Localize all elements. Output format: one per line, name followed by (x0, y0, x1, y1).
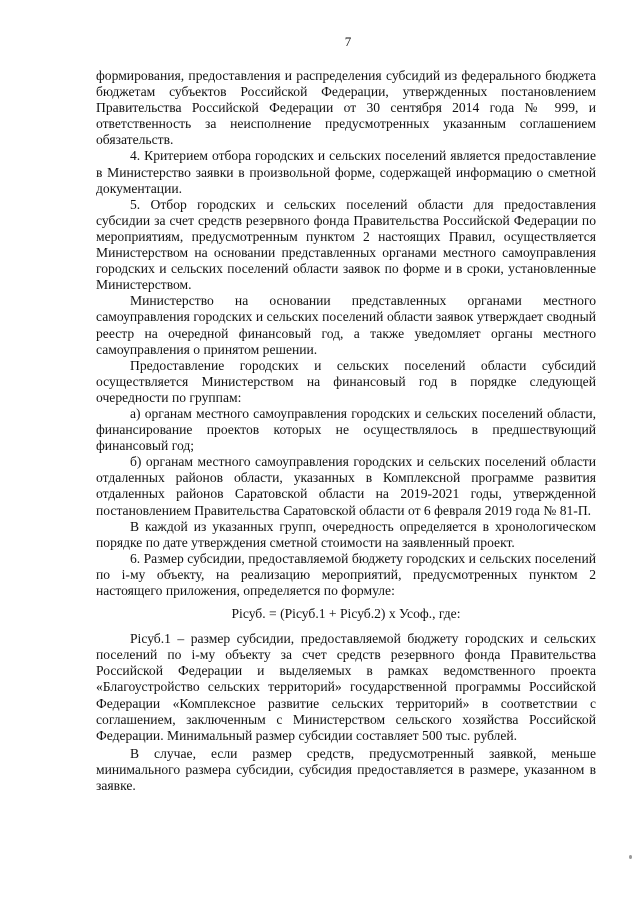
document-body (96, 68, 596, 794)
paragraph-priority-groups: Предоставление городских и сельских поселений области субсидий осуществляется Министерством на финансовый год в порядке следующей очередности по группам: (96, 357, 596, 405)
paragraph-continuation: формирования, предоставления и распределения субсидий из федерального бюджета бюджетам субъектов Российской Федерации, утвержденных постановлением Правительства Российской Федерации от 30 сентября 2014 года № 999, и ответственность за неисполнение предусмотренных указанным соглашением обязательств. (96, 68, 596, 148)
scan-speck (629, 855, 632, 859)
paragraph-item-4: 4. Критерием отбора городских и сельских поселений является предоставление в Министерство заявки в произвольной форме, содержащей информацию о сметной документации. (96, 148, 596, 196)
paragraph-formula-definition: Pісуб.1 – размер субсидии, предоставляемой бюджету городских и сельских поселений по i-му объекту за счет средств резервного фонда Правительства Российской Федерации и выделяемых в рамках ведомственного проекта «Благоустройство сельских территорий» государственной программы Российской Федерации «Комплексное развитие сельских территорий» в соответствии с соглашением, заключенным с Министерством сельского хозяйства Российской Федерации. Минимальный размер субсидии составляет 500 тыс. рублей. (96, 631, 596, 743)
paragraph-chronological-order: В каждой из указанных групп, очередность определяется в хронологическом порядке по дате утверждения сметной стоимости на заявленный проект. (96, 518, 596, 550)
paragraph-item-5: 5. Отбор городских и сельских поселений области для предоставления субсидии за счет средств резервного фонда Правительства Российской Федерации по мероприятиям, предусмотренным пунктом 2 настоящих Правил, осуществляется Министерством на основании представленных органами местного самоуправления городских и сельских поселений области заявок по форме и в сроки, установленные Министерством. (96, 196, 596, 293)
paragraph-minimum-subsidy: В случае, если размер средств, предусмотренный заявкой, меньше минимального размера субсидии, субсидия предоставляется в размере, указанном в заявке. (96, 745, 596, 794)
paragraph-group-b: б) органам местного самоуправления городских и сельских поселений области отдаленных районов области, указанных в Комплексной программе развития отдаленных районов Саратовской области на 2019-2021 годы, утвержденной постановлением Правительства Саратовской области от 6 февраля 2019 года № 81-П. (96, 454, 596, 518)
paragraph-group-a: а) органам местного самоуправления городских и сельских поселений области, финансирование проектов которых не осуществлялось в предшествующий финансовый год; (96, 405, 596, 454)
subsidy-formula: Pісуб. = (Pісуб.1 + Pісуб.2) х Усоф., где: (231, 606, 461, 622)
paragraph-item-6: 6. Размер субсидии, предоставляемой бюджету городских и сельских поселений по i-му объекту, на реализацию мероприятий, предусмотренных пунктом 2 настоящего приложения, определяется по формуле: (96, 550, 596, 598)
page-number: 7 (344, 34, 352, 49)
paragraph-ministry-registry: Министерство на основании представленных органами местного самоуправления городских и сельских поселений области заявок утверждает сводный реестр на очередной финансовый год, а также уведомляет органы местного самоуправления о принятом решении. (96, 293, 596, 357)
